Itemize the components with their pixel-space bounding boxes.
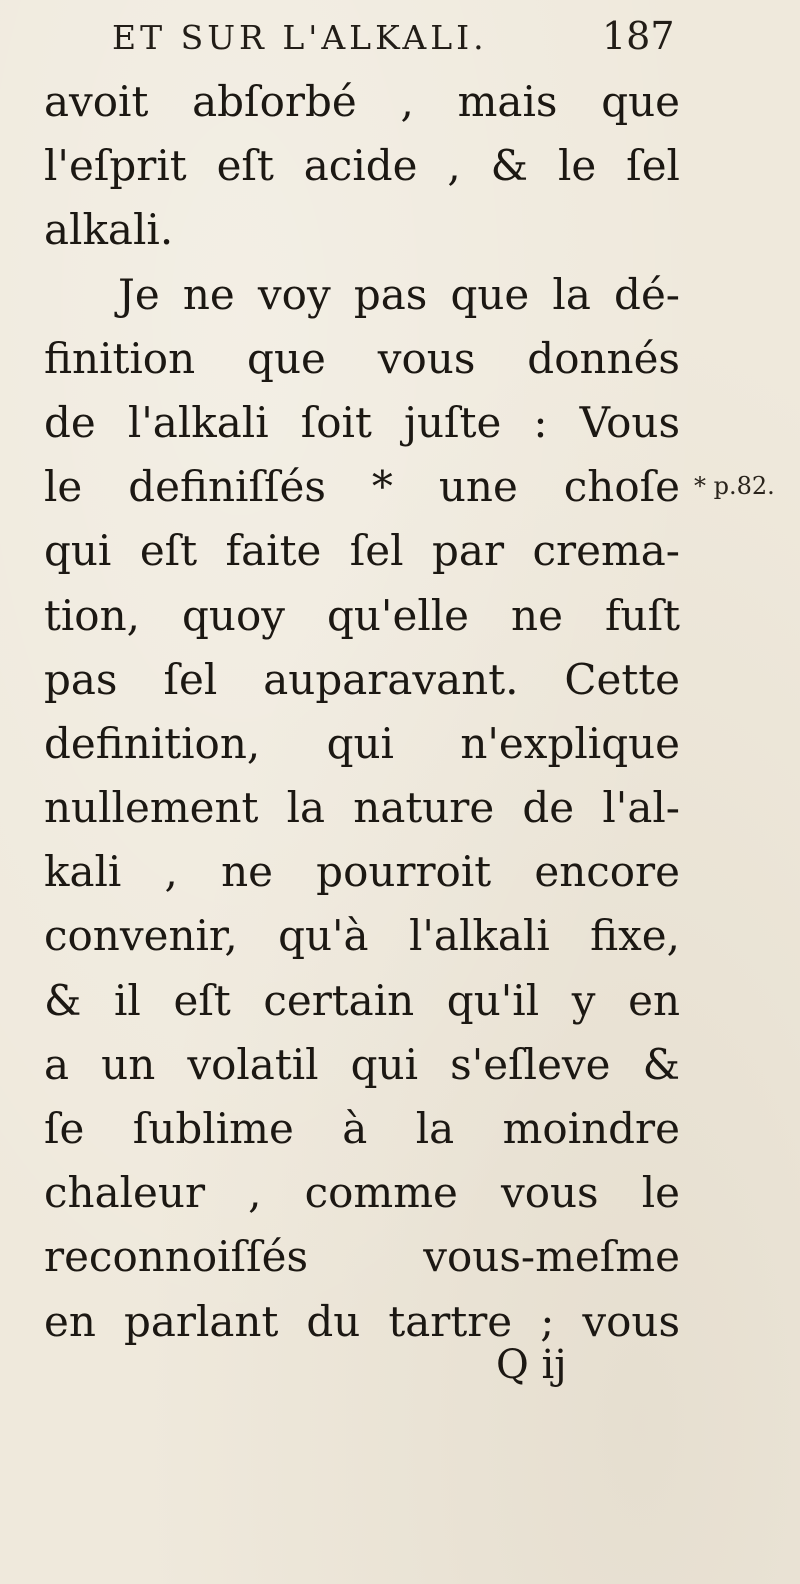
text-line: avoit abſorbé , mais que (44, 77, 680, 126)
text-line: convenir, qu'à l'alkali fixe, (44, 911, 680, 961)
text-line: alkali. (44, 205, 174, 255)
text-line: nullement la nature de l'al- (44, 783, 680, 833)
text-line: ſe ſublime à la moindre (44, 1104, 680, 1153)
signature-mark: Q ij (496, 1342, 567, 1388)
body-text (44, 70, 680, 1354)
text-line: definition, qui n'explique (44, 718, 680, 768)
text-line: reconnoiſſés vous-meſme (44, 1232, 680, 1282)
text-line: a un volatil qui s'eſleve & (44, 1039, 680, 1089)
text-line: kali , ne pourroit encore (44, 847, 680, 897)
text-line: tion, quoy qu'elle ne fuſt (44, 590, 680, 640)
text-line: qui eſt faite ſel par crema- (44, 526, 680, 576)
text-line: en parlant du tartre ; vous (44, 1296, 680, 1346)
text-line: Je ne voy pas que la dé- (118, 269, 680, 319)
marginal-note: * p.82. (694, 472, 775, 500)
running-title: ET SUR L'ALKALI. (112, 18, 488, 57)
text-line: finition que vous donnés (44, 333, 680, 383)
text-line: pas ſel auparavant. Cette (44, 654, 680, 704)
text-line: & il eſt certain qu'il y en (44, 975, 680, 1025)
text-line: le definiſſés * une choſe (44, 462, 680, 512)
page-number: 187 (602, 14, 675, 58)
text-line: de l'alkali ſoit juſte : Vous (44, 397, 680, 447)
text-line: l'eſprit eſt acide , & le ſel (44, 141, 680, 191)
text-line: chaleur , comme vous le (44, 1168, 680, 1218)
